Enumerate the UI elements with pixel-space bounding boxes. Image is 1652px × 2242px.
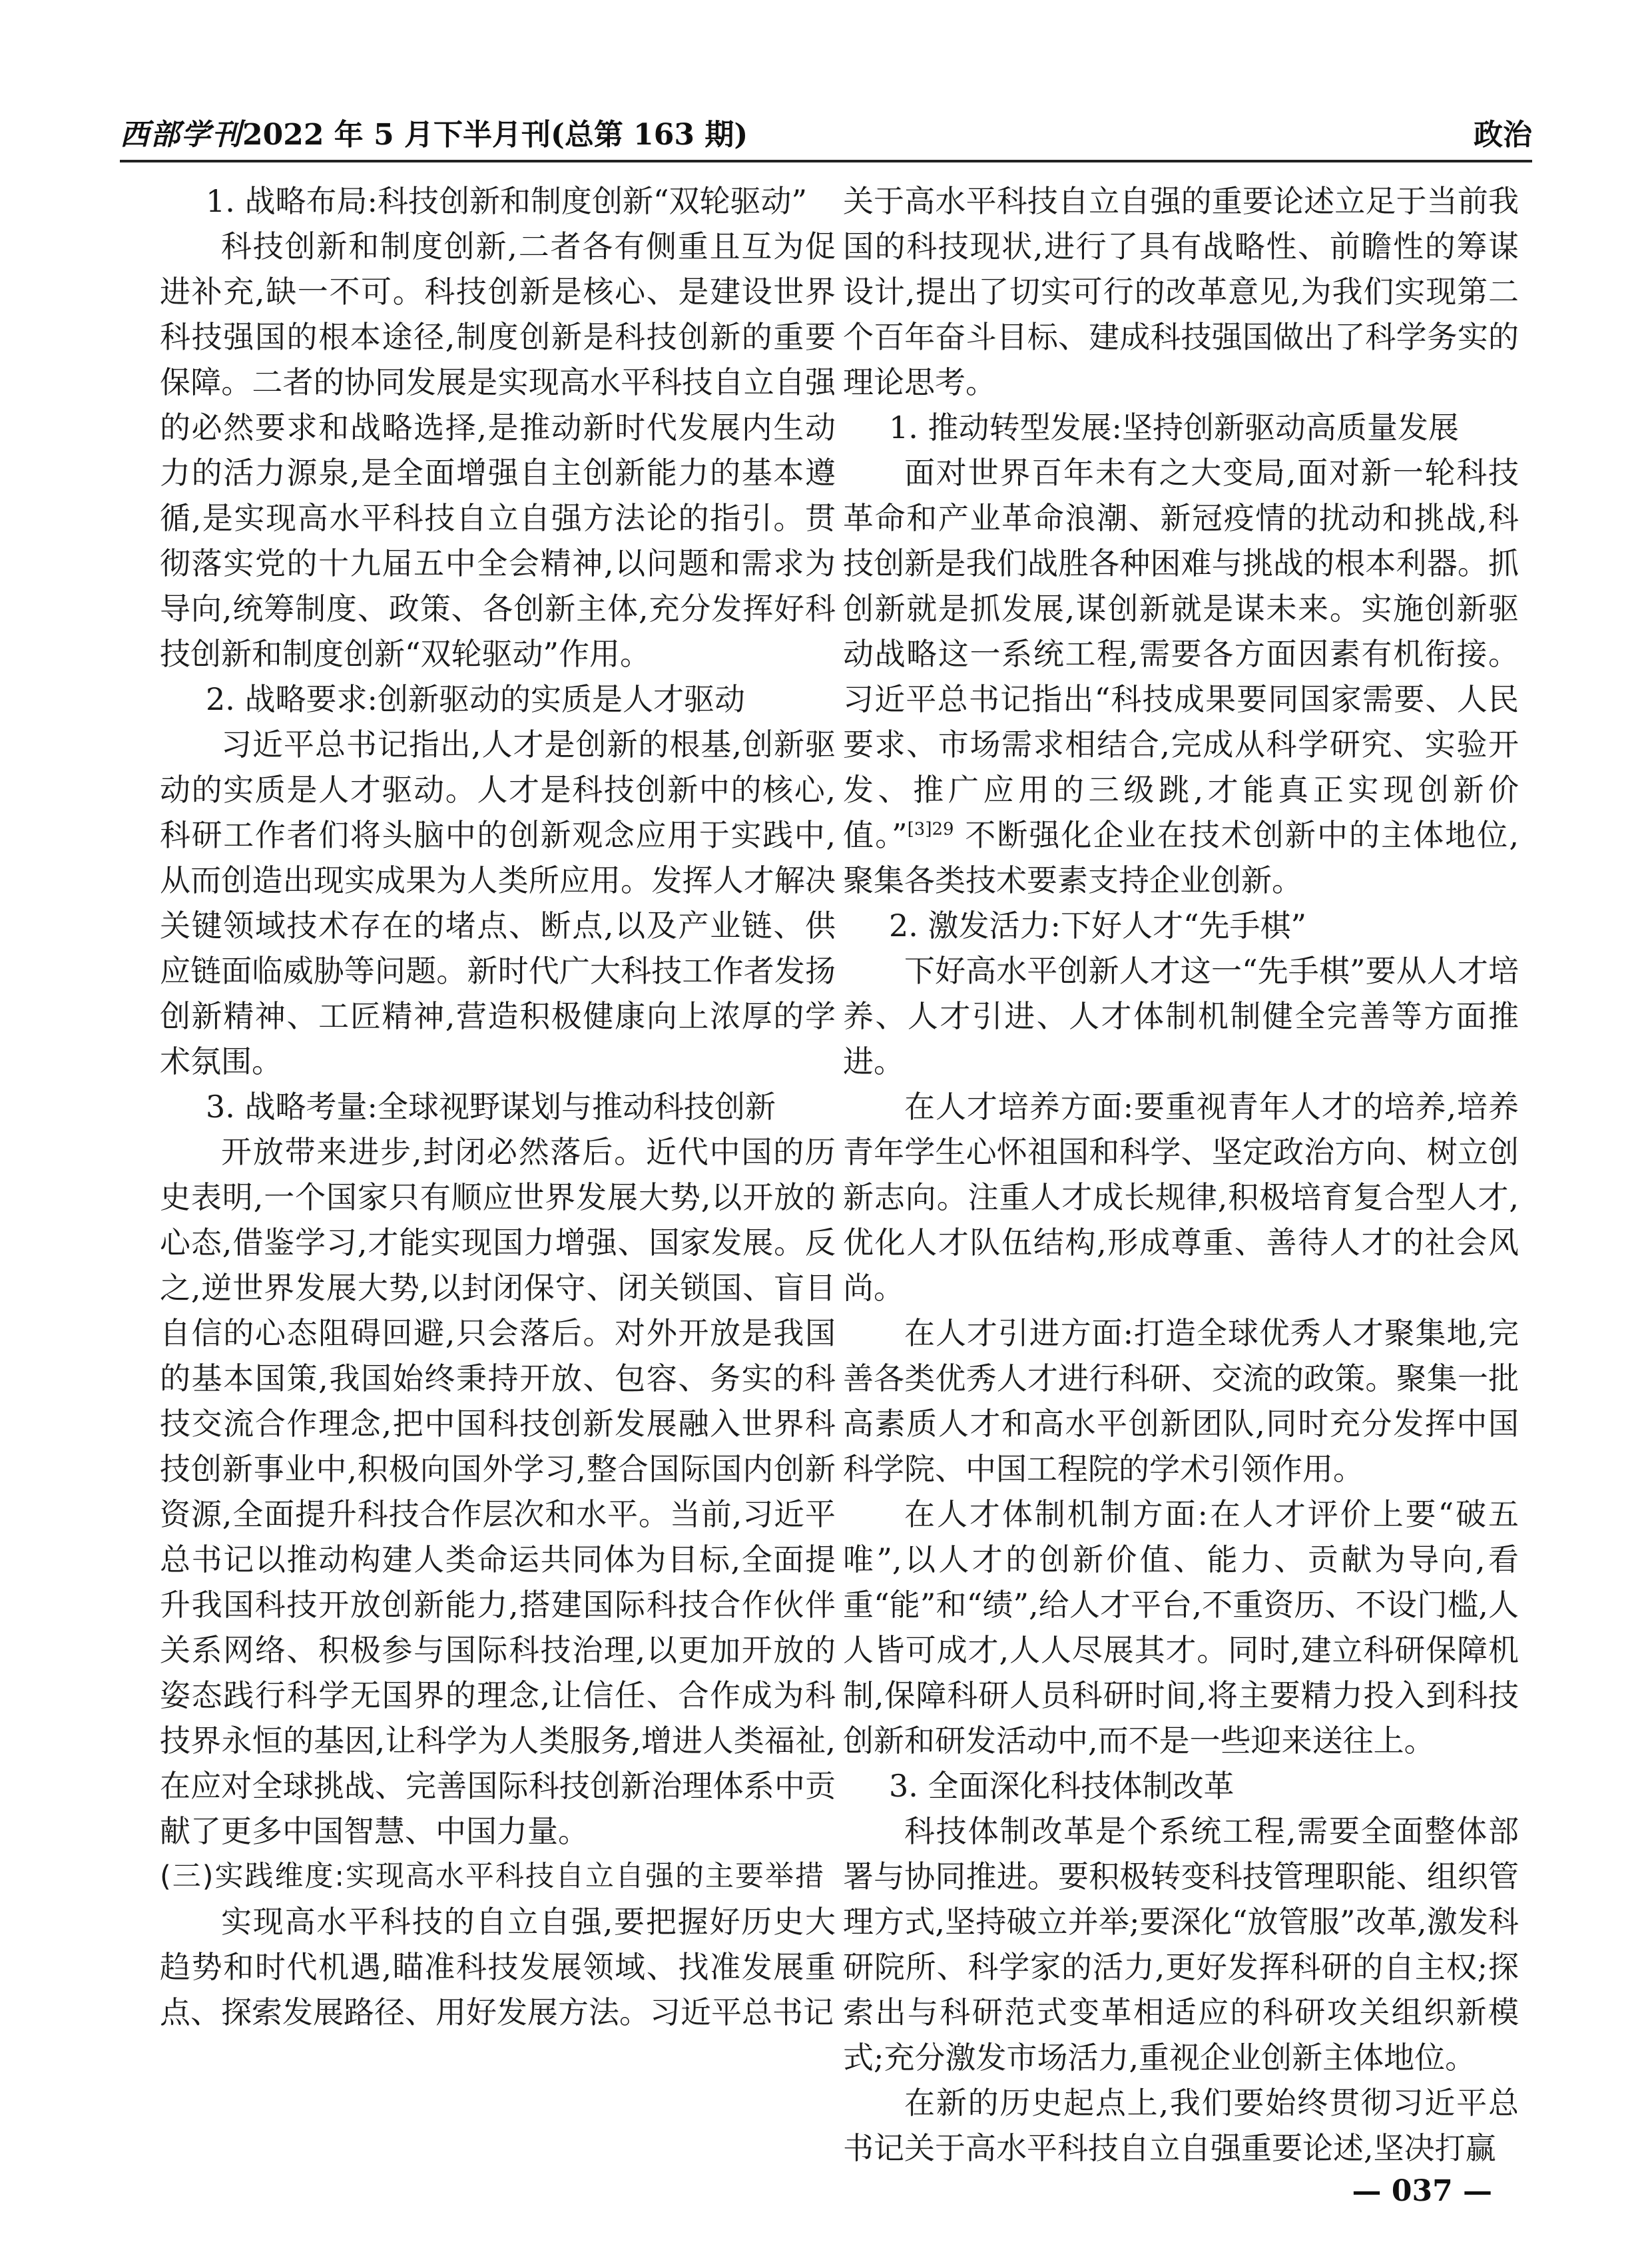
subheading: 3. 战略考量:全球视野谋划与推动科技创新 — [206, 1089, 776, 1125]
quote-followup: 不断强化企业在技术创新中的主体地位,聚集各类技术要素支持企业创新。 — [843, 817, 1519, 898]
quote-text: 面对世界百年未有之大变局,面对新一轮科技革命和产业革命浪潮、新冠疫情的扰动和挑战,科技创新是我们战胜各种困难与挑战的根本利器。抓创新就是抓发展,谋创新就是谋未来。实施创新驱动战略这一系统工程,需要各方面因素有机衔接。习近平总书记指出“科技成果要同国家需要、人民要求、市场需求相结合,完成从科学研究、实验开发、推广应用的三级跳,才能真正实现创新价值。” — [843, 455, 1519, 853]
paragraph: 科技体制改革是个系统工程,需要全面整体部署与协同推进。要积极转变科技管理职能、组织管理方式,坚持破立并举;要深化“放管服”改革,激发科研院所、科学家的活力,更好发挥科研的自主权;探索出与科研范式变革相适应的科研攻关组织新模式;充分激发市场活力,重视企业创新主体地位。 — [843, 1813, 1519, 2076]
journal-logo: 西部学刊 — [120, 118, 242, 152]
paragraph-continued: 关于高水平科技自立自强的重要论述立足于当前我国的科技现状,进行了具有战略性、前瞻性的筹谋设计,提出了切实可行的改革意见,为我们实现第二个百年奋斗目标、建成科技强国做出了科学务实的理论思考。 — [843, 183, 1519, 400]
subheading: 1. 推动转型发展:坚持创新驱动高质量发展 — [889, 410, 1460, 445]
paragraph: 在人才培养方面:要重视青年人才的培养,培养青年学生心怀祖国和科学、坚定政治方向、树立创新志向。注重人才成长规律,积极培育复合型人才,优化人才队伍结构,形成尊重、善待人才的社会风尚。 — [843, 1089, 1519, 1306]
paragraph: 科技创新和制度创新,二者各有侧重且互为促进补充,缺一不可。科技创新是核心、是建设世界科技强国的根本途径,制度创新是科技创新的重要保障。二者的协同发展是实现高水平科技自立自强的必然要求和战略选择,是推动新时代发展内生动力的活力源泉,是全面增强自主创新能力的基本遵循,是实现高水平科技自立自强方法论的指引。贯彻落实党的十九届五中全会精神,以问题和需求为导向,统筹制度、政策、各创新主体,充分发挥好科技创新和制度创新“双轮驱动”作用。 — [160, 228, 836, 672]
citation: [3]29 — [907, 819, 954, 840]
journal-masthead — [120, 111, 748, 153]
subheading: 2. 激发活力:下好人才“先手棋” — [889, 908, 1307, 944]
paragraph: 开放带来进步,封闭必然落后。近代中国的历史表明,一个国家只有顺应世界发展大势,以开放的心态,借鉴学习,才能实现国力增强、国家发展。反之,逆世界发展大势,以封闭保守、闭关锁国、盲目自信的心态阻碍回避,只会落后。对外开放是我国的基本国策,我国始终秉持开放、包容、务实的科技交流合作理念,把中国科技创新发展融入世界科技创新事业中,积极向国外学习,整合国际国内创新资源,全面提升科技合作层次和水平。当前,习近平总书记以推动构建人类命运共同体为目标,全面提升我国科技开放创新能力,搭建国际科技合作伙伴关系网络、积极参与国际科技治理,以更加开放的姿态践行科学无国界的理念,让信任、合作成为科技界永恒的基因,让科学为人类服务,增进人类福祉,在应对全球挑战、完善国际科技创新治理体系中贡献了更多中国智慧、中国力量。 — [160, 1134, 836, 1849]
right-column — [843, 178, 1519, 2171]
issue-info: 2022 年 5 月下半月刊(总第 163 期) — [242, 118, 748, 152]
paragraph — [843, 450, 1519, 903]
paragraph: 下好高水平创新人才这一“先手棋”要从人才培养、人才引进、人才体制机制健全完善等方面推进。 — [843, 953, 1519, 1079]
section-label: 政治 — [1474, 118, 1532, 152]
header-rule — [120, 160, 1532, 162]
left-column — [160, 178, 836, 2035]
paragraph: 习近平总书记指出,人才是创新的根基,创新驱动的实质是人才驱动。人才是科技创新中的核心,科研工作者们将头脑中的创新观念应用于实践中,从而创造出现实成果为人类所应用。发挥人才解决关键领域技术存在的堵点、断点,以及产业链、供应链面临威胁等问题。新时代广大科技工作者发扬创新精神、工匠精神,营造积极健康向上浓厚的学术氛围。 — [160, 726, 836, 1079]
page-number: — 037 — — [1352, 2174, 1492, 2208]
section-heading: (三)实践维度:实现高水平科技自立自强的主要举措 — [160, 1860, 826, 1893]
paragraph: 在人才体制机制方面:在人才评价上要“破五唯”,以人才的创新价值、能力、贡献为导向,看重“能”和“绩”,给人才平台,不重资历、不设门槛,人人皆可成才,人人尽展其才。同时,建立科研保障机制,保障科研人员科研时间,将主要精力投入到科技创新和研发活动中,而不是一些迎来送往上。 — [843, 1496, 1519, 1759]
subheading: 1. 战略布局:科技创新和制度创新“双轮驱动” — [206, 183, 808, 219]
running-header — [120, 112, 1532, 158]
paragraph: 在人才引进方面:打造全球优秀人才聚集地,完善各类优秀人才进行科研、交流的政策。聚集一批高素质人才和高水平创新团队,同时充分发挥中国科学院、中国工程院的学术引领作用。 — [843, 1315, 1519, 1487]
subheading: 2. 战略要求:创新驱动的实质是人才驱动 — [206, 681, 746, 717]
subheading: 3. 全面深化科技体制改革 — [889, 1768, 1235, 1804]
paragraph: 实现高水平科技的自立自强,要把握好历史大趋势和时代机遇,瞄准科技发展领域、找准发展重点、探索发展路径、用好发展方法。习近平总书记 — [160, 1904, 836, 2030]
paragraph: 在新的历史起点上,我们要始终贯彻习近平总书记关于高水平科技自立自强重要论述,坚决打赢 — [843, 2085, 1519, 2166]
